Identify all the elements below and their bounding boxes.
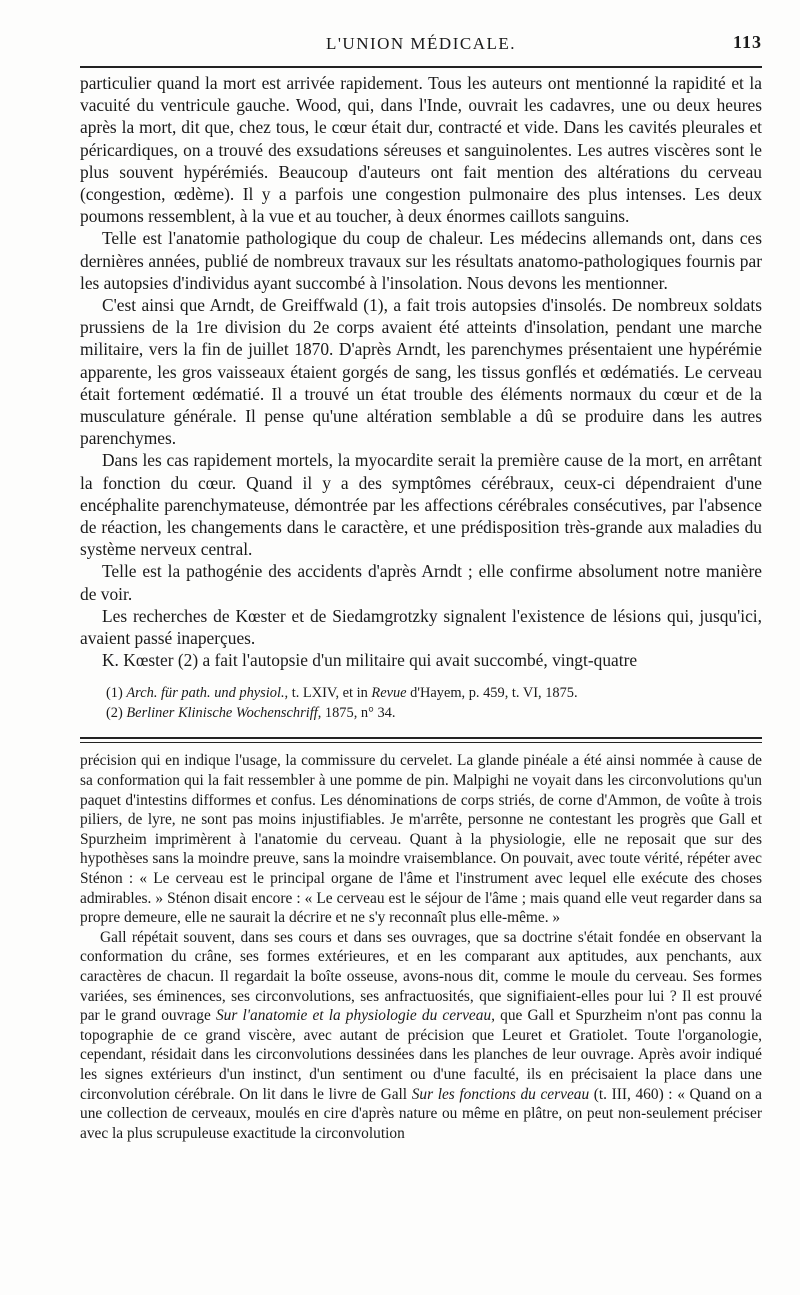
footnote-text: , 1875, n° 34. — [317, 705, 396, 722]
paragraph: Dans les cas rapidement mortels, la myocardite serait la première cause de la mort, en arrêtant la fonction du cœur. Quand il y a des symptômes cérébraux, ceux-ci dépendraient d'une encéphalite parenchymateuse, démontrée par les affections cérébrales consécutives, par l'absence de réaction, les changements dans le caractère, et une prédisposition très-grande aux maladies du système nerveux central. — [80, 450, 762, 560]
footnote-2 — [106, 703, 762, 723]
paragraph: Telle est la pathogénie des accidents d'après Arndt ; elle confirme absolument notre manière de voir. — [80, 561, 762, 604]
running-head: L'UNION MÉDICALE. — [325, 34, 517, 53]
footnote-1 — [106, 683, 762, 703]
header-rule — [80, 66, 762, 68]
page-header — [80, 30, 762, 60]
footnotes — [80, 683, 762, 723]
paragraph: C'est ainsi que Arndt, de Greiffwald (1), a fait trois autopsies d'insolés. De nombreux soldats prussiens de la 1re division du 2e corps avaient été atteints d'insolation, pendant une marche militaire, vers la fin de juillet 1870. D'après Arndt, les parenchymes présentaient une hypérémie apparente, les gros vaisseaux étaient gorgés de sang, les tissus gonflés et œdématiés. Le cerveau était fortement œdématié. Il a trouvé un état trouble des éléments normaux du cœur et de la musculature générale. Il pense qu'une altération semblable a dû se produire dans les autres parenchymes. — [80, 295, 762, 449]
paragraph: Les recherches de Kœster et de Siedamgrotzky signalent l'existence de lésions qui, jusqu'ici, avaient passé inaperçues. — [80, 605, 762, 649]
feuilleton-text: Gall répétait souvent, dans ses cours et dans ses ouvrages, que sa doctrine s'était fondée en observant la conformation du crâne, ses formes extérieures, et en les comparant aux aptitudes, aux penchants, aux caractères de chacun. Il regardait la boîte osseuse, avons-nous dit, comme le moule du cerveau. Ses formes variées, ses éminences, ses circonvolutions, ses anfractuosités, que signifiaient-elles pour lui ? Il est prouvé par le grand ouvrage — [80, 928, 762, 1025]
footnote-source: Berliner Klinische Wochenschriff — [126, 705, 318, 722]
book-title: Sur les fonctions du cerveau — [411, 1085, 590, 1103]
feuilleton-separator — [80, 737, 762, 743]
paragraph: K. Kœster (2) a fait l'autopsie d'un militaire qui avait succombé, vingt-quatre — [102, 650, 638, 671]
feuilleton-paragraph: précision qui en indique l'usage, la commissure du cervelet. La glande pinéale a été ainsi nommée à cause de sa conformation qui la fait ressembler à une pomme de pin. Malpighi ne voyait dans les circonvolutions qu'un paquet d'intestins difformes et confus. Les dénominations de corps striés, de corne d'Ammon, de voûte à trois piliers, de lyre, ne sont pas moins injustifiables. Je m'arrête, personne ne contestant les progrès que Gall et Spurzheim imprimèrent à l'anatomie du cerveau. Quant à la physiologie, elle ne reposait que sur des hypothèses sans la moindre preuve, sans la moindre vraisemblance. On pouvait, avec toute vérité, répéter avec Sténon : « Le cerveau est le principal organe de l'âme et l'instrument avec lequel elle exécute des choses admirables. » Sténon disait encore : « Le cerveau est le séjour de l'âme ; mais quand elle veut regarder dans sa propre demeure, elle ne saurait la décrire et ne s'y reconnaît plus elle-même. » — [80, 752, 762, 927]
feuilleton-text: (t. III, 460) : « Quand on a une collection de cerveaux, moulés en cire d'après nature ou même en plâtre, on peut non-seulement préciser avec la plus scrupuleuse exactitude la circonvolution — [80, 1085, 762, 1142]
footnote-journal: Revue — [371, 685, 407, 702]
footnote-text: d'Hayem, p. 459, t. VI, 1875. — [406, 685, 578, 702]
book-title: Sur l'anatomie et la physiologie du cerveau, — [215, 1007, 495, 1025]
footnote-marker: (2) — [106, 705, 127, 722]
paragraph: particulier quand la mort est arrivée rapidement. Tous les auteurs ont mentionné la rapidité et la vacuité du ventricule gauche. Wood, qui, dans l'Inde, ouvrait les cadavres, une ou deux heures après la mort, dit que, chez tous, le cœur était dur, contracté et vide. Dans les cavités pleurales et péricardiques, on a trouvé des exsudations séreuses et sanguinolentes. Les autres viscères sont le plus souvent hypérémiés. Beaucoup d'auteurs ont fait mention des altérations du cerveau (congestion, œdème). Il y a parfois une congestion pulmonaire des plus intenses. Les deux poumons ressemblent, à la vue et au toucher, à deux énormes caillots sanguins. — [80, 73, 762, 227]
feuilleton-paragraph — [80, 928, 762, 1144]
feuilleton-text: que Gall et Spurzheim n'ont pas connu la topographie de ce grand viscère, avec autant de précision que Leuret et Gratiolet. Toute l'organologie, cependant, résidait dans les circonvolutions dessinées dans les planches de leur ouvrage. Après avoir indiqué les signes extérieurs d'un instinct, d'un sentiment ou d'une faculté, ils en précisaient la place dans une circonvolution cérébrale. On lit dans le livre de Gall — [80, 1007, 762, 1103]
footnote-marker: (1) — [106, 685, 127, 702]
main-text — [80, 72, 762, 671]
paragraph: Telle est l'anatomie pathologique du coup de chaleur. Les médecins allemands ont, dans ces dernières années, publié de nombreux travaux sur les résultats anatomo-pathologiques fournis par les autopsies d'individus ayant succombé à l'insolation. Nous devons les mentionner. — [80, 228, 762, 293]
footnote-text: , t. LXIV, et in — [284, 685, 372, 702]
footnote-source: Arch. für path. und physiol. — [126, 685, 285, 702]
feuilleton — [80, 751, 762, 1143]
page-number: 113 — [732, 32, 762, 52]
